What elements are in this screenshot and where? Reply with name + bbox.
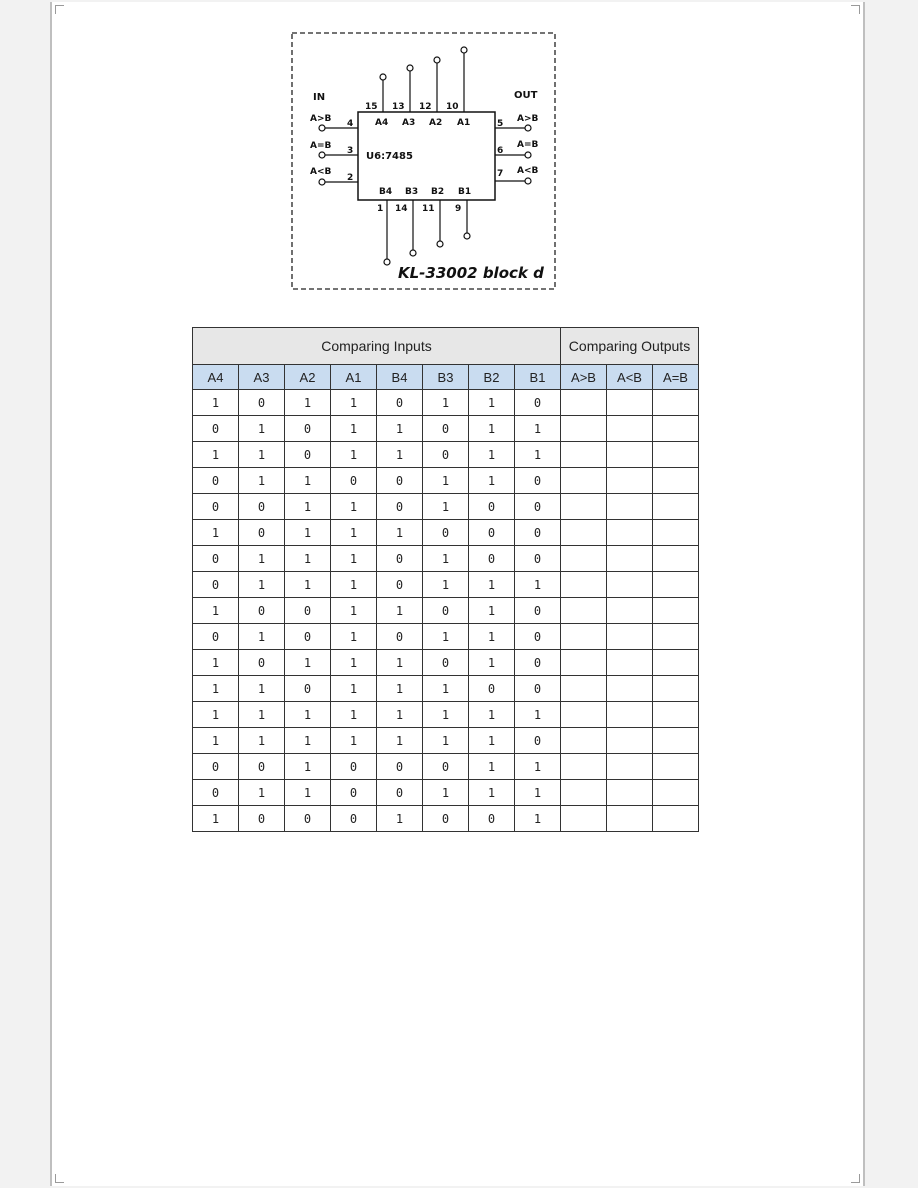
input-cell: 1 [377,728,423,754]
input-cell: 0 [193,546,239,572]
input-cell: 1 [193,650,239,676]
input-cell: 1 [423,494,469,520]
pin-signal-label: B3 [405,187,419,197]
pin-signal-label: A1 [457,118,471,128]
input-cell: 1 [331,572,377,598]
pin-terminal [525,178,531,184]
column-header: B2 [469,365,515,390]
input-cell: 1 [469,598,515,624]
input-cell: 1 [193,442,239,468]
input-cell: 0 [193,494,239,520]
pin-number: 13 [392,102,405,112]
output-cell[interactable] [561,442,607,468]
input-cell: 1 [239,468,285,494]
pin-signal-label: A<B [517,166,539,176]
input-cell: 1 [193,520,239,546]
pin-number: 1 [377,204,384,214]
output-cell[interactable] [653,754,699,780]
input-cell: 0 [469,520,515,546]
input-cell: 1 [469,572,515,598]
group-header-row [193,328,699,365]
input-cell: 0 [423,806,469,832]
table-row [193,390,699,416]
input-cell: 0 [377,494,423,520]
input-cell: 0 [331,468,377,494]
input-cell: 1 [331,598,377,624]
input-cell: 1 [515,416,561,442]
output-cell[interactable] [653,728,699,754]
input-cell: 1 [377,702,423,728]
table-row [193,754,699,780]
column-header: B4 [377,365,423,390]
input-cell: 0 [193,416,239,442]
input-cell: 0 [515,676,561,702]
output-cell[interactable] [561,416,607,442]
column-header: A>B [561,365,607,390]
output-cell[interactable] [561,780,607,806]
input-cell: 1 [469,390,515,416]
output-cell[interactable] [653,780,699,806]
input-cell: 1 [331,390,377,416]
input-cell: 1 [193,676,239,702]
comparing-inputs-header: Comparing Inputs [193,328,561,365]
pin-terminal [434,57,440,63]
pin-terminal [461,47,467,53]
pin-number: 11 [422,204,435,214]
input-cell: 1 [423,676,469,702]
input-cell: 0 [423,598,469,624]
input-cell: 0 [515,546,561,572]
column-header: B1 [515,365,561,390]
table-row [193,520,699,546]
input-cell: 1 [331,650,377,676]
output-cell[interactable] [653,598,699,624]
input-cell: 1 [469,754,515,780]
input-cell: 0 [193,624,239,650]
input-cell: 0 [469,806,515,832]
input-cell: 1 [423,468,469,494]
output-cell[interactable] [653,442,699,468]
pin-terminal [525,152,531,158]
input-cell: 1 [515,754,561,780]
input-cell: 1 [377,416,423,442]
pin-terminal [464,233,470,239]
input-cell: 0 [515,624,561,650]
table-row [193,780,699,806]
input-cell: 0 [285,676,331,702]
output-cell[interactable] [653,468,699,494]
input-cell: 0 [285,624,331,650]
page-corner-mark [851,1174,860,1183]
input-cell: 1 [423,624,469,650]
output-cell[interactable] [607,780,653,806]
input-cell: 0 [285,806,331,832]
pin-number: 7 [497,169,504,179]
output-cell[interactable] [607,546,653,572]
output-cell[interactable] [561,572,607,598]
input-cell: 1 [331,520,377,546]
pin-number: 5 [497,119,504,129]
input-cell: 1 [285,520,331,546]
output-cell[interactable] [561,650,607,676]
input-cell: 0 [285,442,331,468]
pin-terminal [319,125,325,131]
table-row [193,728,699,754]
input-cell: 1 [285,390,331,416]
pin-signal-label: A2 [429,118,443,128]
output-cell[interactable] [561,728,607,754]
column-header: A2 [285,365,331,390]
input-cell: 1 [515,780,561,806]
bottom-pin-group [377,187,471,265]
pin-signal-label: A4 [375,118,389,128]
output-cell[interactable] [561,520,607,546]
input-cell: 1 [285,572,331,598]
input-cell: 1 [239,416,285,442]
input-cell: 1 [377,650,423,676]
table-row [193,494,699,520]
output-cell[interactable] [607,390,653,416]
input-cell: 1 [285,754,331,780]
input-cell: 1 [239,780,285,806]
column-header: A=B [653,365,699,390]
input-cell: 0 [469,546,515,572]
column-header-row [193,365,699,390]
input-cell: 1 [331,728,377,754]
input-cell: 0 [423,442,469,468]
pin-terminal [319,179,325,185]
output-cell[interactable] [561,624,607,650]
input-cell: 1 [469,468,515,494]
output-cell[interactable] [653,494,699,520]
input-cell: 1 [469,702,515,728]
input-cell: 1 [515,702,561,728]
output-cell[interactable] [653,416,699,442]
input-cell: 0 [377,546,423,572]
input-cell: 1 [377,676,423,702]
input-cell: 1 [285,650,331,676]
input-cell: 1 [377,806,423,832]
output-cell[interactable] [607,442,653,468]
output-cell[interactable] [653,650,699,676]
pin-signal-label: A=B [517,140,539,150]
output-cell[interactable] [607,676,653,702]
pin-terminal [380,74,386,80]
dashed-border [292,33,555,289]
input-cell: 0 [239,598,285,624]
input-cell: 1 [331,442,377,468]
output-cell[interactable] [607,468,653,494]
pin-terminal [319,152,325,158]
input-cell: 0 [193,754,239,780]
table-row [193,624,699,650]
input-cell: 1 [193,598,239,624]
input-cell: 1 [515,806,561,832]
table-row [193,442,699,468]
input-cell: 0 [423,520,469,546]
input-cell: 0 [515,468,561,494]
output-cell[interactable] [653,676,699,702]
output-cell[interactable] [607,806,653,832]
input-cell: 1 [285,494,331,520]
input-cell: 1 [423,780,469,806]
input-cell: 0 [331,754,377,780]
pin-number: 3 [347,146,354,156]
pin-number: 2 [347,173,354,183]
output-cell[interactable] [561,676,607,702]
input-cell: 0 [515,494,561,520]
input-cell: 1 [285,468,331,494]
output-cell[interactable] [561,754,607,780]
input-cell: 1 [239,546,285,572]
input-cell: 1 [239,572,285,598]
output-cell[interactable] [607,572,653,598]
output-cell[interactable] [653,520,699,546]
output-cell[interactable] [607,728,653,754]
input-cell: 1 [239,442,285,468]
input-cell: 0 [377,572,423,598]
input-cell: 1 [239,702,285,728]
pin-signal-label: B4 [379,187,393,197]
page-corner-mark [55,5,64,14]
output-cell[interactable] [607,494,653,520]
table-row [193,468,699,494]
input-cell: 0 [239,754,285,780]
pin-terminal [384,259,390,265]
input-cell: 0 [331,780,377,806]
table-row [193,572,699,598]
column-header: A3 [239,365,285,390]
table-row [193,650,699,676]
output-cell[interactable] [607,520,653,546]
output-cell[interactable] [561,598,607,624]
input-cell: 0 [377,390,423,416]
truth-table [192,327,699,832]
input-cell: 0 [469,676,515,702]
input-cell: 0 [423,754,469,780]
pin-number: 6 [497,146,504,156]
in-label: IN [313,92,326,103]
input-cell: 0 [515,650,561,676]
input-cell: 1 [285,702,331,728]
input-cell: 1 [193,728,239,754]
output-cell[interactable] [607,598,653,624]
table-row [193,598,699,624]
output-cell[interactable] [653,572,699,598]
input-cell: 1 [331,546,377,572]
column-header: A4 [193,365,239,390]
input-cell: 0 [331,806,377,832]
output-cell[interactable] [607,650,653,676]
input-cell: 1 [239,676,285,702]
column-header: A<B [607,365,653,390]
pin-signal-label: B2 [431,187,445,197]
table-row [193,702,699,728]
pin-number: 12 [419,102,432,112]
output-cell[interactable] [607,702,653,728]
pin-signal-label: A=B [310,141,332,151]
column-header: B3 [423,365,469,390]
pin-number: 9 [455,204,462,214]
input-cell: 0 [239,494,285,520]
input-cell: 1 [469,728,515,754]
input-cell: 1 [239,624,285,650]
input-cell: 0 [239,806,285,832]
input-cell: 1 [193,390,239,416]
pin-number: 15 [365,102,378,112]
table-row [193,806,699,832]
input-cell: 1 [515,442,561,468]
pin-terminal [525,125,531,131]
pin-number: 4 [347,119,354,129]
input-cell: 0 [423,416,469,442]
pin-signal-label: A<B [310,167,332,177]
input-cell: 0 [377,624,423,650]
input-cell: 0 [515,728,561,754]
input-cell: 1 [285,546,331,572]
page-corner-mark [851,5,860,14]
input-cell: 1 [469,650,515,676]
input-cell: 0 [515,520,561,546]
page-corner-mark [55,1174,64,1183]
input-cell: 0 [515,598,561,624]
input-cell: 1 [423,702,469,728]
pin-terminal [410,250,416,256]
input-cell: 1 [377,598,423,624]
output-cell[interactable] [653,806,699,832]
input-cell: 0 [515,390,561,416]
output-cell[interactable] [561,494,607,520]
truth-table-body [193,390,699,832]
output-cell[interactable] [561,702,607,728]
input-cell: 1 [285,728,331,754]
input-cell: 1 [331,702,377,728]
output-cell[interactable] [561,806,607,832]
top-pin-group [365,47,470,128]
pin-number: 10 [446,102,459,112]
pin-terminal [437,241,443,247]
input-cell: 1 [423,728,469,754]
pin-terminal [407,65,413,71]
input-cell: 0 [239,520,285,546]
chip-label: U6:7485 [366,151,413,162]
input-cell: 1 [331,494,377,520]
input-cell: 0 [469,494,515,520]
input-cell: 1 [469,416,515,442]
output-cell[interactable] [561,546,607,572]
input-cell: 1 [423,572,469,598]
output-cell[interactable] [561,390,607,416]
input-cell: 1 [469,442,515,468]
input-cell: 0 [239,390,285,416]
out-label: OUT [514,90,538,101]
input-cell: 0 [193,468,239,494]
input-cell: 1 [285,780,331,806]
input-cell: 0 [423,650,469,676]
output-cell[interactable] [653,624,699,650]
output-cell[interactable] [653,702,699,728]
table-row [193,676,699,702]
pin-signal-label: A>B [517,114,539,124]
input-cell: 1 [423,546,469,572]
comparator-block-diagram [255,28,605,310]
output-cell[interactable] [607,416,653,442]
input-cell: 1 [377,442,423,468]
pin-signal-label: B1 [458,187,472,197]
input-cell: 1 [193,702,239,728]
input-cell: 1 [515,572,561,598]
output-cell[interactable] [653,546,699,572]
column-header: A1 [331,365,377,390]
diagram-caption: KL-33002 block d [398,264,544,282]
input-cell: 0 [193,780,239,806]
input-cell: 0 [193,572,239,598]
input-cell: 1 [239,728,285,754]
table-row [193,546,699,572]
input-cell: 1 [469,780,515,806]
input-cell: 1 [469,624,515,650]
output-cell[interactable] [653,390,699,416]
pin-signal-label: A>B [310,114,332,124]
table-row [193,416,699,442]
input-cell: 0 [377,754,423,780]
pin-number: 14 [395,204,408,214]
input-cell: 1 [331,416,377,442]
input-cell: 0 [239,650,285,676]
input-cell: 1 [193,806,239,832]
input-cell: 1 [423,390,469,416]
right-pin-group [495,114,539,184]
left-pin-group [310,114,358,185]
input-cell: 1 [331,676,377,702]
input-cell: 0 [285,598,331,624]
comparing-outputs-header: Comparing Outputs [561,328,699,365]
output-cell[interactable] [607,754,653,780]
input-cell: 0 [377,780,423,806]
output-cell[interactable] [561,468,607,494]
output-cell[interactable] [607,624,653,650]
input-cell: 0 [285,416,331,442]
input-cell: 1 [377,520,423,546]
input-cell: 1 [331,624,377,650]
pin-signal-label: A3 [402,118,416,128]
input-cell: 0 [377,468,423,494]
